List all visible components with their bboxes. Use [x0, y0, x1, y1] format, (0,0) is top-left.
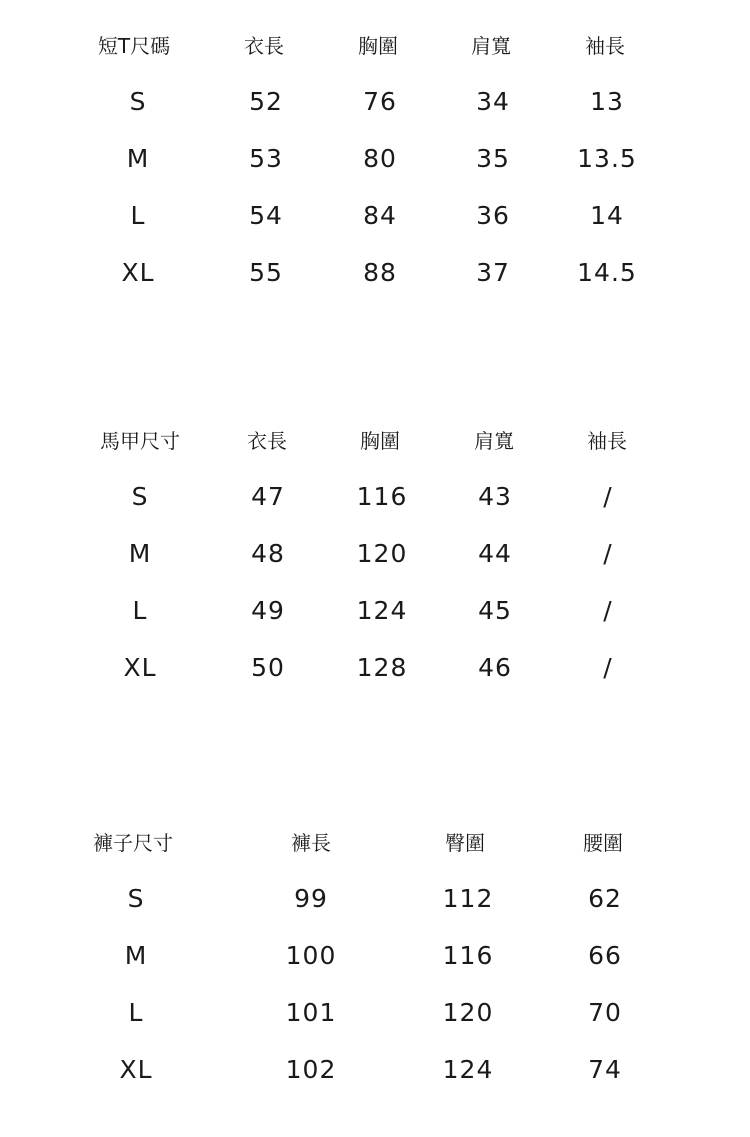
value-cell: 44: [478, 539, 512, 568]
value-cell: 14: [590, 201, 624, 230]
value-cell: 120: [356, 539, 408, 568]
value-cell: 124: [356, 596, 408, 625]
value-cell: 128: [356, 653, 408, 682]
value-cell: 116: [442, 941, 494, 970]
value-cell: 120: [442, 998, 494, 1027]
header-cell: 短T尺碼: [97, 34, 171, 58]
table-row: [0, 879, 750, 919]
value-cell: 47: [251, 482, 285, 511]
value-cell: /: [603, 539, 613, 568]
header-cell: 臀圍: [445, 831, 485, 855]
table-row: [0, 253, 750, 293]
size-cell: S: [127, 884, 145, 913]
value-cell: 54: [249, 201, 283, 230]
value-cell: 52: [249, 87, 283, 116]
value-cell: 116: [356, 482, 408, 511]
value-cell: 74: [588, 1055, 622, 1084]
header-cell: 袖長: [585, 34, 625, 58]
size-cell: XL: [121, 258, 155, 287]
header-cell: 褲長: [291, 831, 331, 855]
size-cell: M: [124, 941, 148, 970]
value-cell: 46: [478, 653, 512, 682]
size-cell: M: [126, 144, 150, 173]
value-cell: 50: [251, 653, 285, 682]
value-cell: 43: [478, 482, 512, 511]
value-cell: /: [603, 653, 613, 682]
size-cell: XL: [119, 1055, 153, 1084]
value-cell: 80: [363, 144, 397, 173]
value-cell: 13: [590, 87, 624, 116]
table-row: [0, 534, 750, 574]
table-row: [0, 1050, 750, 1090]
table-row: [0, 993, 750, 1033]
value-cell: 48: [251, 539, 285, 568]
size-cell: S: [129, 87, 147, 116]
table-row: [0, 936, 750, 976]
size-cell: M: [128, 539, 152, 568]
header-cell: 腰圍: [583, 831, 623, 855]
table-row: [0, 477, 750, 517]
value-cell: 49: [251, 596, 285, 625]
value-cell: 37: [476, 258, 510, 287]
value-cell: 35: [476, 144, 510, 173]
value-cell: 66: [588, 941, 622, 970]
header-cell: 胸圍: [358, 34, 398, 58]
value-cell: 102: [285, 1055, 337, 1084]
value-cell: 36: [476, 201, 510, 230]
table-row: [0, 82, 750, 122]
header-cell: 馬甲尺寸: [100, 429, 180, 453]
value-cell: 53: [249, 144, 283, 173]
value-cell: 13.5: [577, 144, 637, 173]
value-cell: 88: [363, 258, 397, 287]
header-cell: 衣長: [244, 34, 284, 58]
value-cell: 55: [249, 258, 283, 287]
value-cell: 99: [294, 884, 328, 913]
value-cell: 124: [442, 1055, 494, 1084]
value-cell: /: [603, 596, 613, 625]
value-cell: 112: [442, 884, 494, 913]
header-cell: 肩寬: [471, 34, 511, 58]
value-cell: 101: [285, 998, 337, 1027]
table-header-row: [0, 421, 750, 461]
header-cell: 肩寬: [474, 429, 514, 453]
value-cell: 100: [285, 941, 337, 970]
header-cell: 褲子尺寸: [93, 831, 173, 855]
value-cell: 84: [363, 201, 397, 230]
table-row: [0, 648, 750, 688]
table-row: [0, 591, 750, 631]
header-cell: 胸圍: [360, 429, 400, 453]
header-cell: 衣長: [247, 429, 287, 453]
value-cell: 34: [476, 87, 510, 116]
value-cell: 14.5: [577, 258, 637, 287]
table-row: [0, 139, 750, 179]
size-cell: S: [131, 482, 149, 511]
table-row: [0, 196, 750, 236]
size-cell: L: [132, 596, 148, 625]
value-cell: 76: [363, 87, 397, 116]
table-header-row: [0, 26, 750, 66]
header-cell: 袖長: [587, 429, 627, 453]
value-cell: 62: [588, 884, 622, 913]
value-cell: 45: [478, 596, 512, 625]
size-cell: XL: [123, 653, 157, 682]
value-cell: 70: [588, 998, 622, 1027]
value-cell: /: [603, 482, 613, 511]
table-header-row: [0, 823, 750, 863]
size-cell: L: [130, 201, 146, 230]
size-cell: L: [128, 998, 144, 1027]
